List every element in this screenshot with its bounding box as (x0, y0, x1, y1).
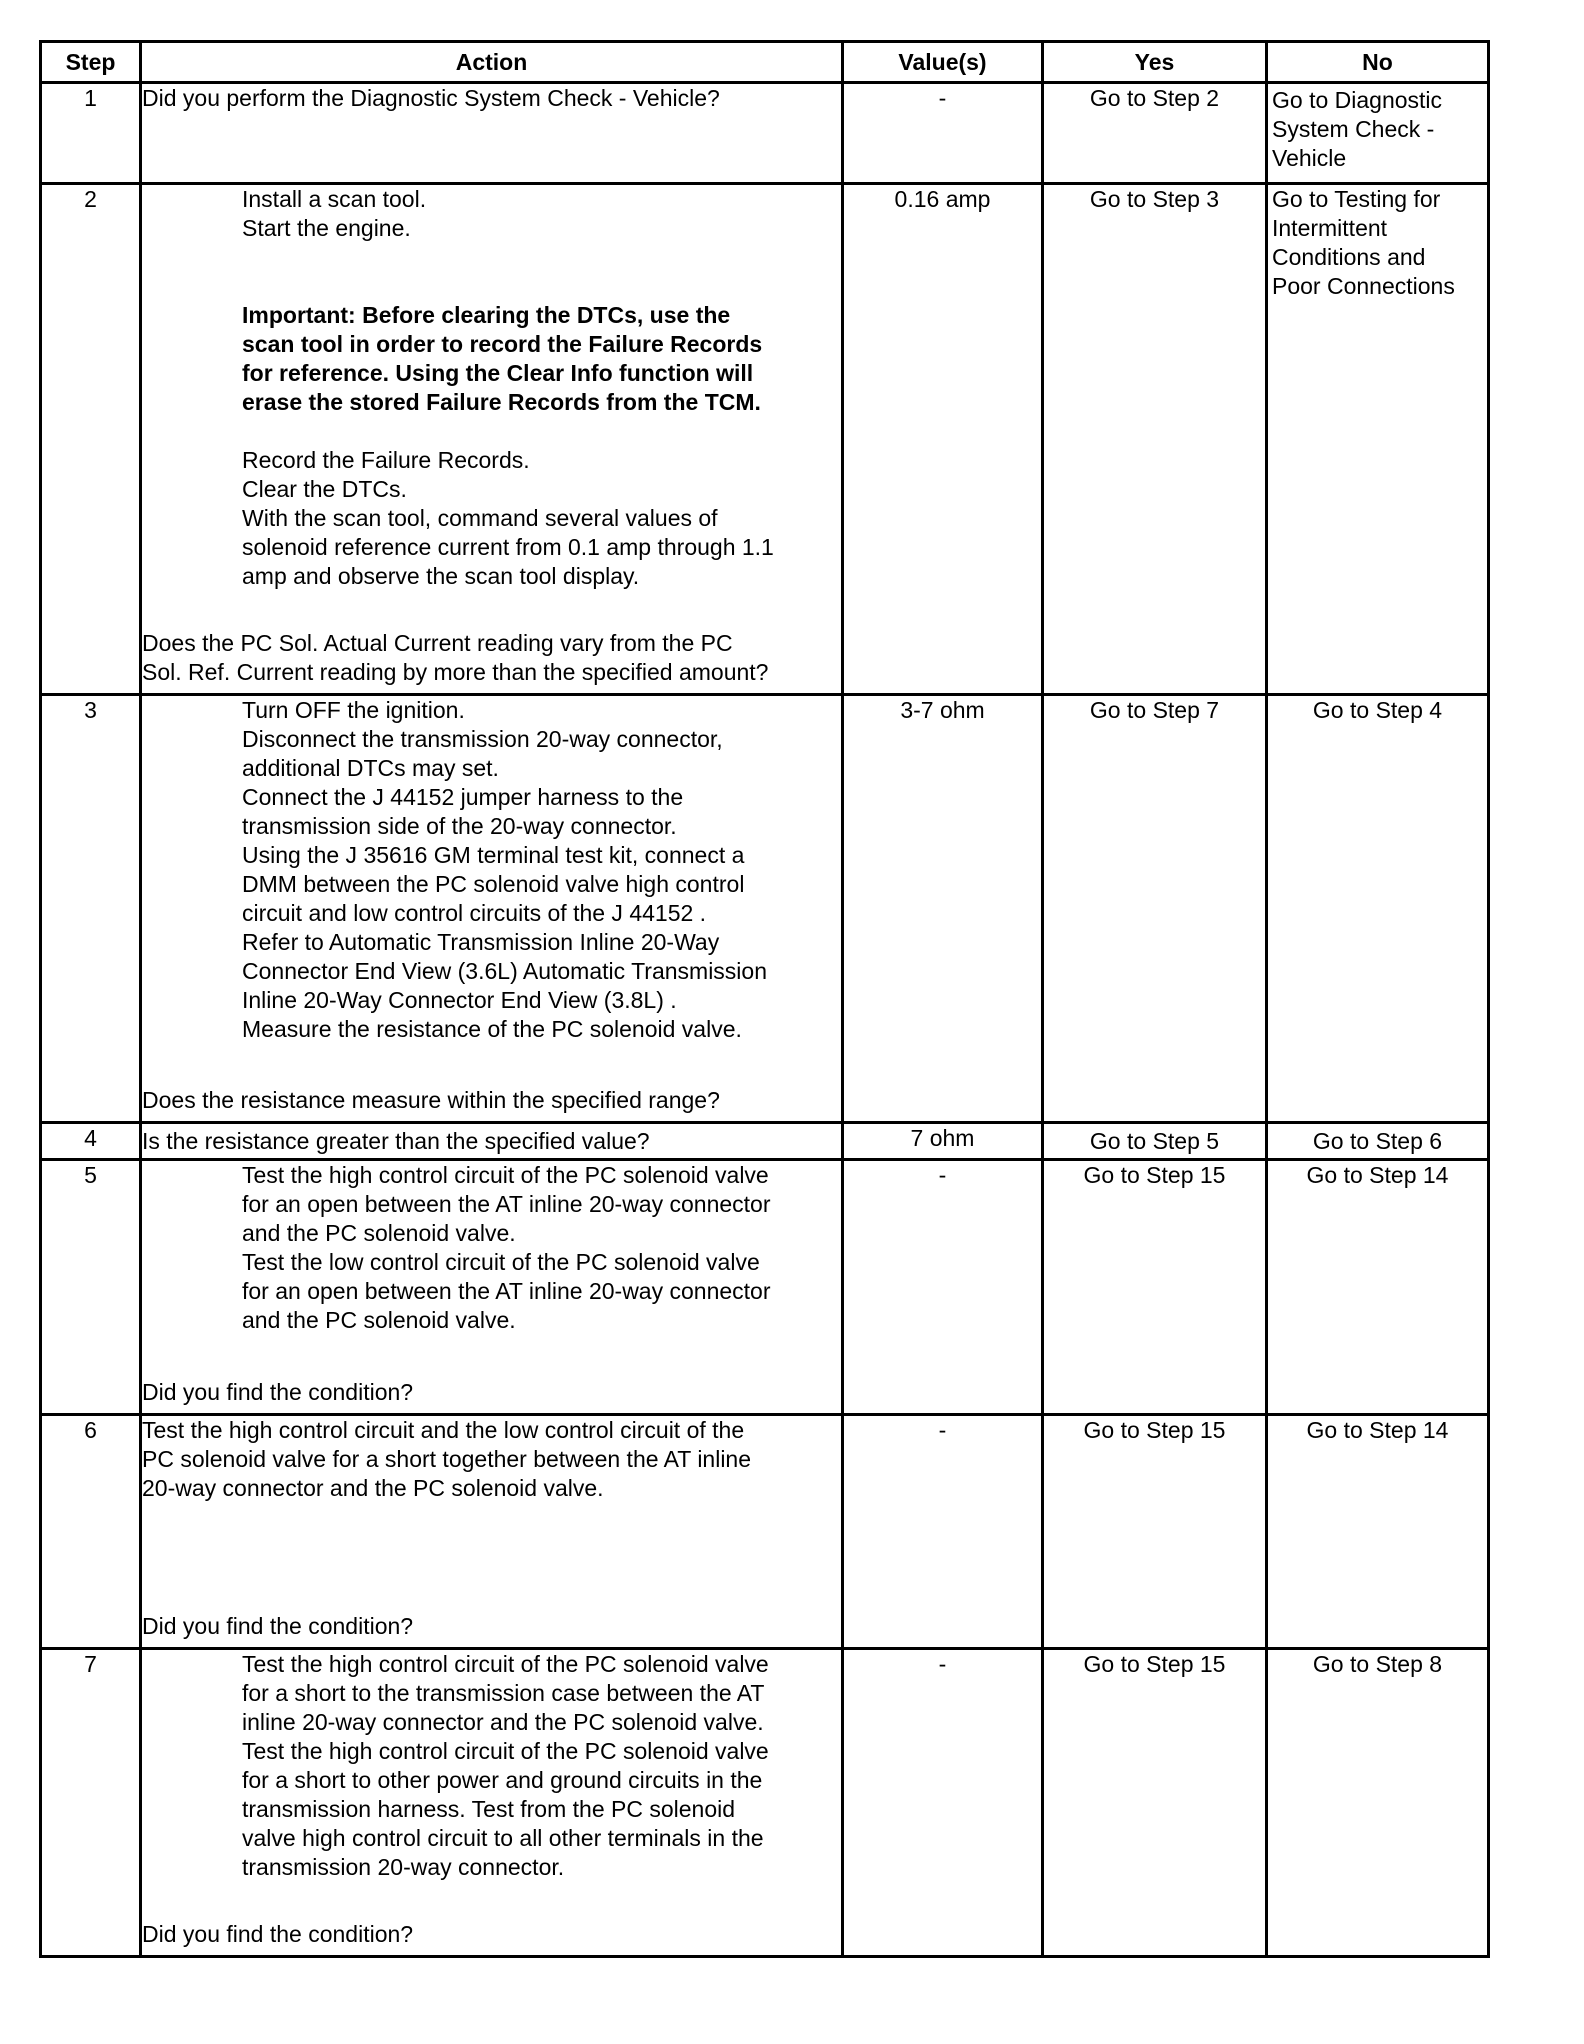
yes-cell: Go to Step 7 (1043, 695, 1267, 1123)
action-cell (141, 695, 843, 1123)
yes-cell: Go to Step 5 (1043, 1123, 1267, 1160)
procedure-step: transmission 20-way connector. (242, 1854, 565, 1880)
yes-cell: Go to Step 3 (1043, 184, 1267, 695)
question-text: Does the PC Sol. Actual Current reading vary from the PC (142, 630, 733, 656)
action-text: Did you perform the Diagnostic System Check - Vehicle? (142, 85, 720, 111)
procedure-step: for an open between the AT inline 20-way connector (242, 1278, 771, 1304)
procedure-step: and the PC solenoid valve. (242, 1220, 516, 1246)
procedure-step: amp and observe the scan tool display. (242, 563, 640, 589)
header-values: Value(s) (843, 42, 1043, 83)
no-text: Intermittent (1272, 215, 1388, 241)
header-yes: Yes (1043, 42, 1267, 83)
header-step: Step (41, 42, 141, 83)
question-text: Does the resistance measure within the specified range? (142, 1087, 720, 1113)
question-text: Did you find the condition? (142, 1613, 414, 1639)
table-row (41, 1123, 1489, 1160)
procedure-step: additional DTCs may set. (242, 755, 499, 781)
important-note: Important: Before clearing the DTCs, use the (242, 302, 731, 328)
value-cell: - (843, 1415, 1043, 1649)
procedure-step: With the scan tool, command several values of (242, 505, 718, 531)
procedure-step: Measure the resistance of the PC solenoid valve. (242, 1016, 742, 1042)
no-cell: Go to Step 14 (1267, 1160, 1489, 1415)
procedure-step: valve high control circuit to all other terminals in the (242, 1825, 764, 1851)
action-cell (141, 1160, 843, 1415)
step-number: 3 (41, 695, 141, 1123)
action-text: 20-way connector and the PC solenoid valve. (142, 1475, 604, 1501)
table-row (41, 184, 1489, 695)
no-text: Poor Connections (1272, 273, 1455, 299)
procedure-step: Test the high control circuit of the PC solenoid valve (242, 1651, 769, 1677)
question-text: Is the resistance greater than the specified value? (142, 1127, 650, 1154)
diagnostic-table (39, 40, 1490, 1958)
procedure-step: Connect the J 44152 jumper harness to the (242, 784, 684, 810)
no-text: Go to Testing for (1272, 186, 1441, 212)
step-number: 2 (41, 184, 141, 695)
question-text: Did you find the condition? (142, 1379, 414, 1405)
step-number: 6 (41, 1415, 141, 1649)
value-cell: 3-7 ohm (843, 695, 1043, 1123)
step-number: 7 (41, 1649, 141, 1957)
step-number: 5 (41, 1160, 141, 1415)
procedure-step: Test the low control circuit of the PC solenoid valve (242, 1249, 760, 1275)
header-no: No (1267, 42, 1489, 83)
table-row (41, 83, 1489, 184)
step-number: 1 (41, 83, 141, 184)
important-note: for reference. Using the Clear Info function will (242, 360, 754, 386)
procedure-step: Disconnect the transmission 20-way connector, (242, 726, 723, 752)
header-row (41, 42, 1489, 83)
action-cell (141, 1123, 843, 1160)
procedure-step: Record the Failure Records. (242, 447, 530, 473)
header-action: Action (141, 42, 843, 83)
procedure-step: solenoid reference current from 0.1 amp through 1.1 (242, 534, 774, 560)
procedure-step: for an open between the AT inline 20-way connector (242, 1191, 771, 1217)
yes-cell: Go to Step 15 (1043, 1415, 1267, 1649)
procedure-step: Install a scan tool. (242, 186, 427, 212)
no-text: System Check - (1272, 116, 1435, 142)
procedure-step: Clear the DTCs. (242, 476, 407, 502)
action-cell (141, 1415, 843, 1649)
yes-cell: Go to Step 15 (1043, 1649, 1267, 1957)
important-note: erase the stored Failure Records from the TCM. (242, 389, 761, 415)
no-text: Conditions and (1272, 244, 1426, 270)
value-cell: 7 ohm (843, 1123, 1043, 1160)
procedure-step: Test the high control circuit of the PC solenoid valve (242, 1162, 769, 1188)
no-cell: Go to Step 14 (1267, 1415, 1489, 1649)
procedure-step: Inline 20-Way Connector End View (3.8L) . (242, 987, 677, 1013)
no-cell (1267, 83, 1489, 184)
no-text: Vehicle (1272, 145, 1347, 171)
procedure-step: Refer to Automatic Transmission Inline 20-Way (242, 929, 720, 955)
table-row (41, 1649, 1489, 1957)
procedure-step: Turn OFF the ignition. (242, 697, 465, 723)
no-cell: Go to Step 6 (1267, 1123, 1489, 1160)
procedure-step: and the PC solenoid valve. (242, 1307, 516, 1333)
procedure-step: DMM between the PC solenoid valve high control (242, 871, 745, 897)
yes-cell: Go to Step 15 (1043, 1160, 1267, 1415)
procedure-step: Start the engine. (242, 215, 411, 241)
question-text: Sol. Ref. Current reading by more than the specified amount? (142, 659, 769, 685)
table-row (41, 695, 1489, 1123)
no-cell: Go to Step 4 (1267, 695, 1489, 1123)
value-cell: 0.16 amp (843, 184, 1043, 695)
important-note: scan tool in order to record the Failure Records (242, 331, 763, 357)
value-cell: - (843, 83, 1043, 184)
procedure-step: Connector End View (3.6L) Automatic Transmission (242, 958, 767, 984)
value-cell: - (843, 1649, 1043, 1957)
procedure-step: for a short to the transmission case between the AT (242, 1680, 765, 1706)
table-row (41, 1160, 1489, 1415)
procedure-step: transmission side of the 20-way connector. (242, 813, 677, 839)
no-text: Go to Diagnostic (1272, 87, 1443, 113)
procedure-step: inline 20-way connector and the PC solenoid valve. (242, 1709, 764, 1735)
procedure-step: Test the high control circuit of the PC solenoid valve (242, 1738, 769, 1764)
action-cell (141, 1649, 843, 1957)
step-number: 4 (41, 1123, 141, 1160)
action-text: PC solenoid valve for a short together between the AT inline (142, 1446, 752, 1472)
table-row (41, 1415, 1489, 1649)
action-cell (141, 184, 843, 695)
value-cell: - (843, 1160, 1043, 1415)
procedure-step: circuit and low control circuits of the J 44152 . (242, 900, 707, 926)
question-text: Did you find the condition? (142, 1921, 414, 1947)
no-cell (1267, 184, 1489, 695)
procedure-step: transmission harness. Test from the PC solenoid (242, 1796, 736, 1822)
yes-cell: Go to Step 2 (1043, 83, 1267, 184)
procedure-step: for a short to other power and ground circuits in the (242, 1767, 763, 1793)
action-text: Test the high control circuit and the low control circuit of the (142, 1417, 745, 1443)
action-cell (141, 83, 843, 184)
no-cell: Go to Step 8 (1267, 1649, 1489, 1957)
procedure-step: Using the J 35616 GM terminal test kit, connect a (242, 842, 745, 868)
